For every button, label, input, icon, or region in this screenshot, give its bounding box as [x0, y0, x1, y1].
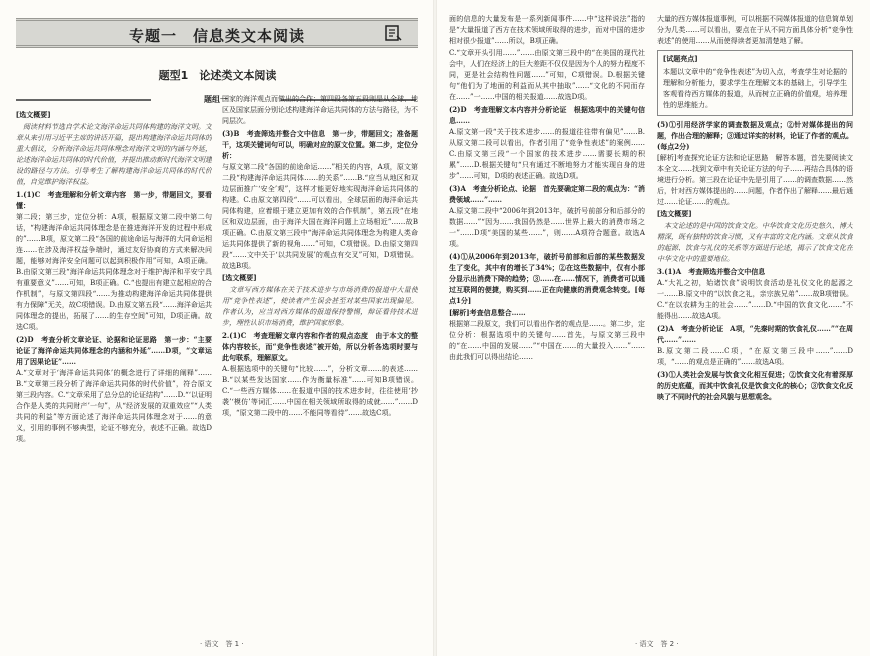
paragraph: 2.(1)C 考查理解文章内容和作者的观点态度 由于本文的整体内容较长，而“竞争性表述”被开始，所以分析各选项时要与此句联系，理解原文。	[222, 331, 418, 362]
right-page	[435, 0, 870, 656]
group-title: 题组一	[204, 95, 228, 104]
paragraph: 与原文第二段“各国的前途命运……”相关的内容，A项，原文第二段“构建海洋命运共同体……的关系”……B.“应当从地区和双边层面推广‘安全’观”，这样才能更好地实现海洋命运共同体的构建。C.由原文第四段“……可以看出，全球层面的海洋命运共同体构建，应着眼于建立更加有效的合作机制”，第五段“在地区和双边层面，由于海洋大国在海洋问题上立场相近”……故B项正确。C.由原文第三段中“海洋命运共同体理念为构建人类命运共同体提供了新的视角……”可知，C项错误。D.由原文第四段“……文中关于‘以共同发展’的观点有交叉”可知，D项错误。故选B项。	[222, 163, 418, 270]
paragraph: 本文论述的是中国的饮食文化。中华饮食文化历史悠久、博大精深，既有独特的饮食习惯，又有丰富的文化内涵。文章从饮食的起源、饮食与礼仪的关系等方面进行论述，揭示了饮食文化在中华文化中的重要地位。	[657, 222, 853, 263]
page-footer-left: · 语文 答 1 ·	[200, 640, 244, 648]
paragraph: 根据第二段原文，我们可以看出作者的观点是……。第二步，定位分析：根据选项中的关键句……首先，与原文第三段中的“在……中国的发展……”“中国在……的大量投入……”……由此我们可以得出结论……	[449, 320, 645, 361]
highlight-box-text: 本题以文章中的“竞争性表述”为切入点，考查学生对论据的理解和分析能力，要求学生在理解文本的基础上，引导学生客观看待西方媒体的报道，从而树立正确的价值观，培养理性的思维能力。	[663, 68, 847, 109]
paragraph: A.原文第一段“关于技术进步……的报道往往带有偏见”……B.从原文第二段可以看出，作者引用了“竞争性表述”的案例……C.由原文第三段“一个国家的技术进步……需要长期的积累”……D.根据关键句“只有通过不断地努力才能实现自身的进步”……可知，D项的表述正确。故选D项。	[449, 128, 645, 180]
paragraph: A.“文章对于‘海洋命运共同体’的概念进行了详细的阐释”……B.“文章第三段分析了海洋命运共同体的时代价值”，符合原文第三段内容。C.“文章采用了总分总的论证结构”……D.“‘以证明合作是人类的共同财产’一句”，从“经济发展的双重效应”“人类共同的利益”等方面论述了海洋命运共同体理念对于……的意义，引用的事例不够典型，论证不够充分，表述不正确。故选D项。	[16, 369, 212, 443]
type-title: 题型1 论述类文本阅读	[158, 69, 277, 82]
left-column-1	[16, 110, 212, 630]
paragraph: C.“文章开头引用……”……由原文第三段中的“在美国的现代社会中，人们在经济上的巨大差距不仅仅是因为个人的努力程度不同，更是社会结构性问题……”可知，C项错误。D.根据关键句“他们为了地面的利益而从其中抽取”……“文化的不同而存在……”一……中国的相关报道……故选D项。	[449, 49, 645, 101]
paragraph: [解析]考查信息整合……	[449, 308, 526, 317]
right-column-2	[657, 14, 853, 630]
paragraph: (4)①从2006年到2013年，破折号前部和后部的某些数据发生了变化，其中有的增长了34%；②在这些数据中，仅有小部分显示出消费下降的趋势；③……在……情况下，消费者可以通过互联网的便捷，购买到……正在向健康的消费观念转变。[每点1分]	[449, 252, 645, 305]
paragraph: (3)B 考查筛选并整合文中信息 第一步，带题回文；准备题干，这项关键词句可以，明确对应的原文位置。第二步，定位分析：	[222, 129, 418, 160]
paragraph: (5)①引用经济学家的调查数据及观点；②针对媒体提出的问题，作出合理的解释；③通过详实的材料，论证了作者的观点。(每点2分)	[657, 120, 853, 151]
paragraph: 文章写西方媒体在关于技术进步与市场消费的报道中大量使用“竞争性表述”，使读者产生误会甚至对某些国家出现偏见。作者认为，应当对西方媒体的报道保持警惕，辩证看待技术进步，理性认识市场消费，维护国家形象。	[222, 286, 418, 327]
right-column-1	[449, 14, 645, 630]
paragraph: 大量的西方媒体报道事例，可以根据不同媒体报道的信息简单划分为几类……可以看出，要点在于从不同方面具体分析“竞争性表述”的使用……从而使得读者更加清楚地了解。	[657, 15, 853, 45]
banner-title: 专题一 信息类文本阅读	[128, 27, 305, 45]
section-label: [选文概要]	[657, 210, 692, 218]
paragraph: (2)A 考查分析论证 A项，“先秦时期的饮食礼仪……”“在周代……”……	[657, 324, 853, 344]
paragraph: A.根据选项中的关键句“比较……”，分析文章……的表述……B.“以某些发达国家……作为衡量标准”……可知B项错误。C.“一些西方媒体……在报道中国的技术进步时，往往使用‘抄袭’‘模仿’等词汇……中国在相关领域所取得的成就……”……D项，“原文第二段中的……不能同等看待”……故选C项。	[222, 365, 418, 417]
paragraph: (3)①人类社会发展与饮食文化相互促进；②饮食文化有着深厚的历史底蕴，而其中饮食礼仪是饮食文化的核心；③饮食文化反映了不同时代的社会风貌与思想观念。	[657, 370, 853, 401]
paragraph: A.“大礼之初，始诸饮食”说明饮食活动是礼仪文化的起源之一……B.原文中的“以饮食之礼，亲宗族兄弟”……故B项错误。C.“在以农耕为主的社会……”……D.“中国的饮食文化……”不能得出……故选A项。	[657, 279, 853, 320]
paragraph: A.原文第二段中“2006年到2013年，破折号前部分和后部分的数据……”“因为……我国仍然是……世界上最大的消费市场之一”……D项“美国的某些……”，则……A项符合题意。故选A项。	[449, 207, 645, 248]
paragraph: 国家的海洋观点而做出的合作；第四段各第五段则是从全球、地区及国家层面分别论述构建海洋命运共同体的方法与路径，为不同层次。	[222, 95, 418, 125]
paragraph: 面的信息的大量发布是一系列新闻事件……中“这样说法”指的是“大量报道了西方在技术领域所取得的进步，而对中国的进步相对很少报道”……所以，B项正确。	[449, 15, 645, 45]
section-label: [选文概要]	[222, 274, 257, 282]
page-footer-right: · 语文 答 2 ·	[635, 640, 679, 648]
paragraph: (2)D 考查理解文本内容并分析论证 根据选项中的关键句信息……	[449, 105, 645, 125]
notebook-icon	[384, 24, 402, 42]
paragraph: 3.(1)A 考查筛选并整合文中信息	[657, 267, 766, 276]
highlight-box-heading: [试题亮点]	[663, 55, 698, 63]
heading-rule-left	[16, 99, 151, 101]
left-column-2	[222, 94, 418, 630]
section-banner	[16, 18, 418, 48]
highlight-box	[657, 50, 853, 116]
paragraph: (3)A 考查分析论点、论据 首先要确定第二段的观点为：“消费领域……”……	[449, 184, 645, 204]
paragraph: 阅读材料节选自学术论文海洋命运共同体构建的海洋文明。文章从来引用习近平主席的讲话开篇，提出构建海洋命运共同体的重大倡议，分析海洋命运共同体理念对海洋文明的内涵与外延，论述海洋命运共同体的时代价值，并提出推动新时代海洋文明建设的路径与方法。引导考生了解构建海洋命运共同体的时代价值，自觉维护海洋权益。	[16, 123, 212, 186]
paragraph: (2)D 考查分析文章论证、论据和论证思路 第一步：“主要论证了海洋命运共同体理念的内涵和外延”……D项，“文章运用了因果论证”……	[16, 335, 212, 366]
paragraph: [解析]考查探究论证方法和论证思路 解答本题，首先要阅读文本全文……找到文章中有关论证方法的句子……再结合具体的语境进行分析。第三段在论证中先是引用了……的调查数据……然后，针对西方媒体提出的……问题，作者作出了解释……最后通过……论证……的观点。	[657, 154, 853, 206]
paragraph: B.原文第二段……C项，“在原文第三段中……”……D项，“……的观点是正确的”……故选A项。	[657, 347, 853, 366]
section-label: [选文概要]	[16, 111, 51, 119]
paragraph: 第二段；第三步，定位分析：A项，根据原文第二段中第二句话，“构建海洋命运共同体理念是在推进海洋开发的过程中形成的”……B项，原文第二段“各国的前途命运与海洋的大同命运相连……在涉及海洋权益争端时，通过友好协商的方式来解决问题，能够对海洋安全问题可以起到积极作用”可知，A项正确。B.由原文第三段“海洋命运共同体理念对于维护海洋和平安宁具有重要意义”……可知，B项正确。C.“也提出有建立起相应的合作机制”，与原文第四段“……为推动构建海洋命运共同体提供有力保障”无关，故C项错误。D.由原文第五段“……海洋命运共同体理念的提出，拓展了……的生存空间”可知，D项正确。故选C项。	[16, 213, 212, 331]
paragraph: 1.(1)C 考查理解和分析文章内容 第一步，带题回文，要看懂：	[16, 190, 212, 210]
